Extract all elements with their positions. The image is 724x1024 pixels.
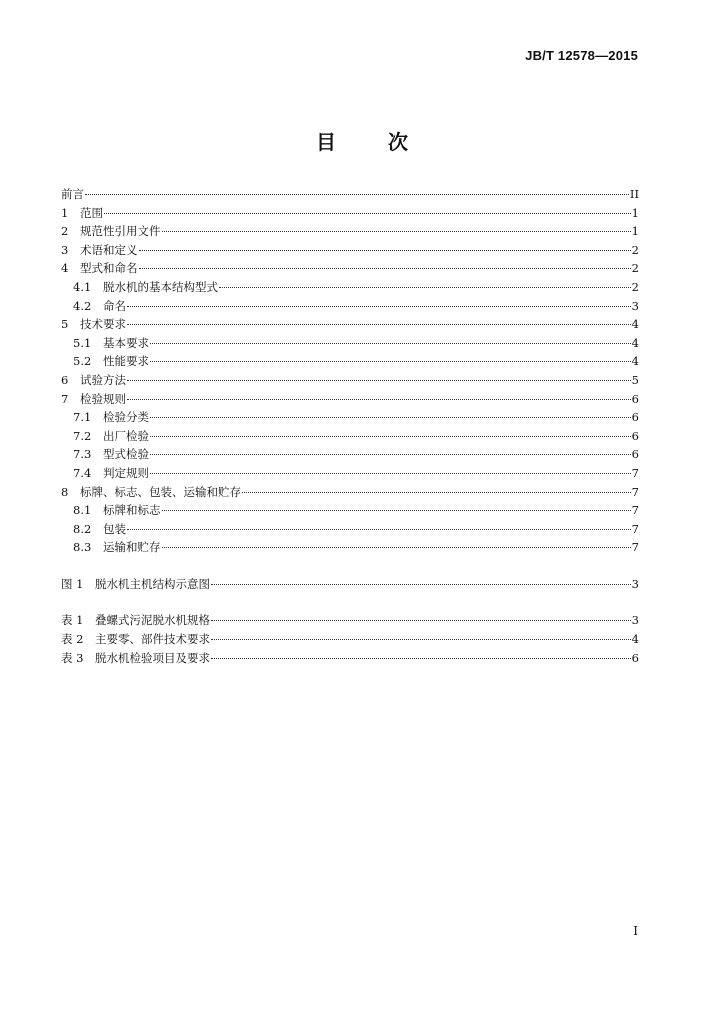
dot-leader	[211, 619, 631, 621]
standard-code: JB/T 12578—2015	[525, 48, 638, 63]
toc-entry-label: 运输和贮存	[103, 540, 161, 555]
toc-entry-page: 7	[631, 540, 639, 555]
toc-entry-number: 表 1	[61, 613, 84, 628]
dot-leader	[150, 435, 631, 437]
toc-entry-number: 4.2	[73, 298, 92, 313]
toc-entry-page: 6	[631, 428, 639, 443]
dot-leader	[127, 398, 631, 400]
toc-entry-label: 脱水机检验项目及要求	[95, 650, 210, 665]
toc-entry[interactable]	[61, 204, 639, 223]
toc-entry-page: 1	[631, 224, 639, 239]
dot-leader	[127, 528, 631, 530]
toc-entry-number: 8.3	[73, 540, 92, 555]
toc-entry[interactable]	[61, 630, 639, 649]
toc-entry-page: 6	[631, 650, 639, 665]
dot-leader	[104, 212, 631, 214]
toc-entry[interactable]	[61, 259, 639, 278]
toc-entry-label: 叠螺式污泥脱水机规格	[95, 613, 210, 628]
toc-entry-label: 包装	[103, 521, 126, 536]
toc-entry-label: 性能要求	[103, 354, 149, 369]
page-number: I	[633, 924, 638, 938]
toc-entry-page: 6	[631, 447, 639, 462]
toc-entry-page: 2	[631, 261, 639, 276]
toc-entry-number: 7.1	[73, 410, 92, 425]
toc-entry-number: 8.1	[73, 503, 92, 518]
dot-leader	[162, 546, 631, 548]
toc-entry-page: 7	[631, 484, 639, 499]
toc-entry-label: 脱水机主机结构示意图	[95, 576, 210, 591]
toc-entry-number: 3	[61, 242, 69, 257]
toc-entry-page: 4	[631, 317, 639, 332]
toc-entry-page: 1	[631, 205, 639, 220]
toc-entry-page: 6	[631, 410, 639, 425]
toc-entry[interactable]	[61, 297, 639, 316]
toc-entry[interactable]	[61, 315, 639, 334]
toc-entry-number: 表 3	[61, 650, 84, 665]
toc-title-char-2: 次	[388, 130, 408, 154]
toc-entry-label: 试验方法	[80, 372, 126, 387]
toc-title-char-1: 目	[316, 130, 336, 154]
toc-entry[interactable]	[61, 538, 639, 557]
toc-entry-number: 8	[61, 484, 69, 499]
toc-entry-label: 判定规则	[103, 465, 149, 480]
toc-entry-label: 脱水机的基本结构型式	[103, 279, 218, 294]
toc-entry[interactable]	[61, 649, 639, 668]
toc-entry[interactable]	[61, 278, 639, 297]
dot-leader	[242, 491, 631, 493]
toc-entry-number: 5.2	[73, 354, 92, 369]
toc-entry-label: 主要零、部件技术要求	[95, 632, 210, 647]
toc-entry-number: 6	[61, 372, 69, 387]
toc-entry-page: 6	[631, 391, 639, 406]
toc-entry-number: 4.1	[73, 279, 92, 294]
toc-entry[interactable]	[61, 408, 639, 427]
toc-entry-number: 7.3	[73, 447, 92, 462]
toc-entry-label: 检验规则	[80, 391, 126, 406]
toc-entry[interactable]	[61, 390, 639, 409]
toc-entry-label: 前言	[61, 187, 84, 201]
dot-leader	[211, 583, 631, 585]
toc-entry-number: 4	[61, 261, 69, 276]
toc-entry-number: 5	[61, 317, 69, 332]
toc-entry-label: 基本要求	[103, 335, 149, 350]
toc-entry[interactable]	[61, 520, 639, 539]
toc-entry[interactable]	[61, 371, 639, 390]
toc-entry[interactable]	[61, 464, 639, 483]
toc-entry-page: 2	[631, 279, 639, 294]
toc-entry-number: 1	[61, 205, 69, 220]
toc-entry[interactable]	[61, 611, 639, 630]
toc-entry-label: 检验分类	[103, 410, 149, 425]
toc-entry[interactable]	[61, 445, 639, 464]
toc-entry-label: 技术要求	[80, 317, 126, 332]
dot-leader	[127, 323, 631, 325]
toc-entry-page: 3	[631, 298, 639, 313]
toc-figures-list	[61, 575, 639, 594]
toc-entry[interactable]	[61, 483, 639, 502]
toc-entry-page: 4	[631, 632, 639, 647]
toc-entry-page: 5	[631, 372, 639, 387]
dot-leader	[85, 193, 629, 195]
toc-entry-number: 8.2	[73, 521, 92, 536]
table-of-contents	[61, 185, 639, 667]
dot-leader	[219, 286, 631, 288]
dot-leader	[150, 342, 631, 344]
toc-entry-number: 7	[61, 391, 69, 406]
toc-entry-number: 图 1	[61, 576, 84, 591]
toc-entry[interactable]	[61, 241, 639, 260]
toc-entry-page: 7	[631, 465, 639, 480]
dot-leader	[127, 305, 631, 307]
toc-entry-number: 2	[61, 224, 69, 239]
toc-entry-label: 型式检验	[103, 447, 149, 462]
toc-entry-page: 2	[631, 242, 639, 257]
toc-entry[interactable]	[61, 352, 639, 371]
dot-leader	[162, 509, 631, 511]
toc-entry-label: 规范性引用文件	[80, 224, 161, 239]
dot-leader	[139, 267, 631, 269]
toc-entry[interactable]	[61, 222, 639, 241]
spacer	[61, 557, 639, 575]
toc-main-list	[61, 185, 639, 557]
spacer	[61, 593, 639, 611]
toc-entry-number: 表 2	[61, 632, 84, 647]
toc-entry[interactable]	[61, 427, 639, 446]
dot-leader	[211, 638, 631, 640]
dot-leader	[150, 453, 631, 455]
toc-entry-label: 标牌和标志	[103, 503, 161, 518]
toc-tables-list	[61, 611, 639, 667]
toc-entry-label: 命名	[103, 298, 126, 313]
toc-entry-page: 4	[631, 335, 639, 350]
dot-leader	[150, 416, 631, 418]
toc-title	[0, 126, 724, 155]
toc-entry-number: 7.2	[73, 428, 92, 443]
dot-leader	[127, 379, 631, 381]
toc-entry-label: 术语和定义	[80, 242, 138, 257]
toc-entry-page: 7	[631, 521, 639, 536]
toc-entry-number: 5.1	[73, 335, 92, 350]
toc-entry-page: 3	[631, 576, 639, 591]
toc-entry-page: 4	[631, 354, 639, 369]
toc-entry-page: 3	[631, 613, 639, 628]
toc-entry-page: II	[629, 187, 639, 201]
toc-entry-page: 7	[631, 503, 639, 518]
toc-entry[interactable]	[61, 501, 639, 520]
toc-entry-label: 出厂检验	[103, 428, 149, 443]
toc-entry[interactable]	[61, 334, 639, 353]
toc-entry-number: 7.4	[73, 465, 92, 480]
dot-leader	[150, 472, 631, 474]
dot-leader	[150, 360, 631, 362]
dot-leader	[211, 657, 631, 659]
toc-entry-label: 型式和命名	[80, 261, 138, 276]
toc-entry-label: 范围	[80, 205, 103, 220]
toc-entry[interactable]	[61, 575, 639, 594]
toc-entry-label: 标牌、标志、包装、运输和贮存	[80, 484, 241, 499]
dot-leader	[162, 230, 631, 232]
dot-leader	[139, 249, 631, 251]
toc-entry[interactable]	[61, 185, 639, 204]
